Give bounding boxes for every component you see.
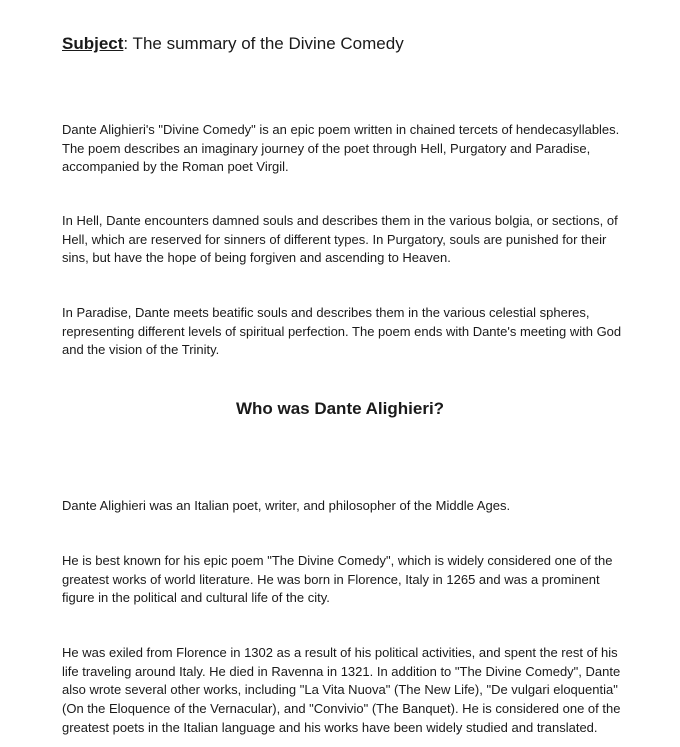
subject-label: Subject <box>62 34 124 53</box>
bio-paragraph-2: He is best known for his epic poem "The Divine Comedy", which is widely considered one of the greatest works of world literature. He was born in Florence, Italy in 1265 and was a prominent figure in the political and cultural life of the city. <box>62 553 613 606</box>
subject-text: The summary of the Divine Comedy <box>128 34 404 53</box>
summary-paragraph-3: In Paradise, Dante meets beatific souls and describes them in the various celestial spheres, representing different levels of spiritual perfection. The poem ends with Dante's meeting with God and the vision of the Trinity. <box>62 305 622 358</box>
section-heading: Who was Dante Alighieri? <box>235 399 445 418</box>
bio-paragraph-1: Dante Alighieri was an Italian poet, writer, and philosopher of the Middle Ages. <box>62 498 511 513</box>
subject-separator: : <box>123 34 129 53</box>
summary-paragraph-1: Dante Alighieri's "Divine Comedy" is an epic poem written in chained tercets of hendecasyllables. The poem describes an imaginary journey of the poet through Hell, Purgatory and Paradise, accompanied by the Roman poet Virgil. <box>62 122 620 175</box>
summary-paragraph-2: In Hell, Dante encounters damned souls and describes them in the various bolgia, or sections, of Hell, which are reserved for sinners of different types. In Purgatory, souls are punished for their sins, but have the hope of being forgiven and ascending to Heaven. <box>62 213 618 266</box>
subject-line <box>62 34 404 54</box>
bio-paragraph-3: He was exiled from Florence in 1302 as a result of his political activities, and spent the rest of his life traveling around Italy. He died in Ravenna in 1321. In addition to "The Divine Comedy", Dante also wrote several other works, including "La Vita Nuova" (The New Life), "De vulgari eloquentia" (On the Eloquence of the Vernacular), and "Convivio" (The Banquet). He is considered one of the greatest poets in the Italian language and his works have been widely studied and translated. <box>62 645 621 735</box>
